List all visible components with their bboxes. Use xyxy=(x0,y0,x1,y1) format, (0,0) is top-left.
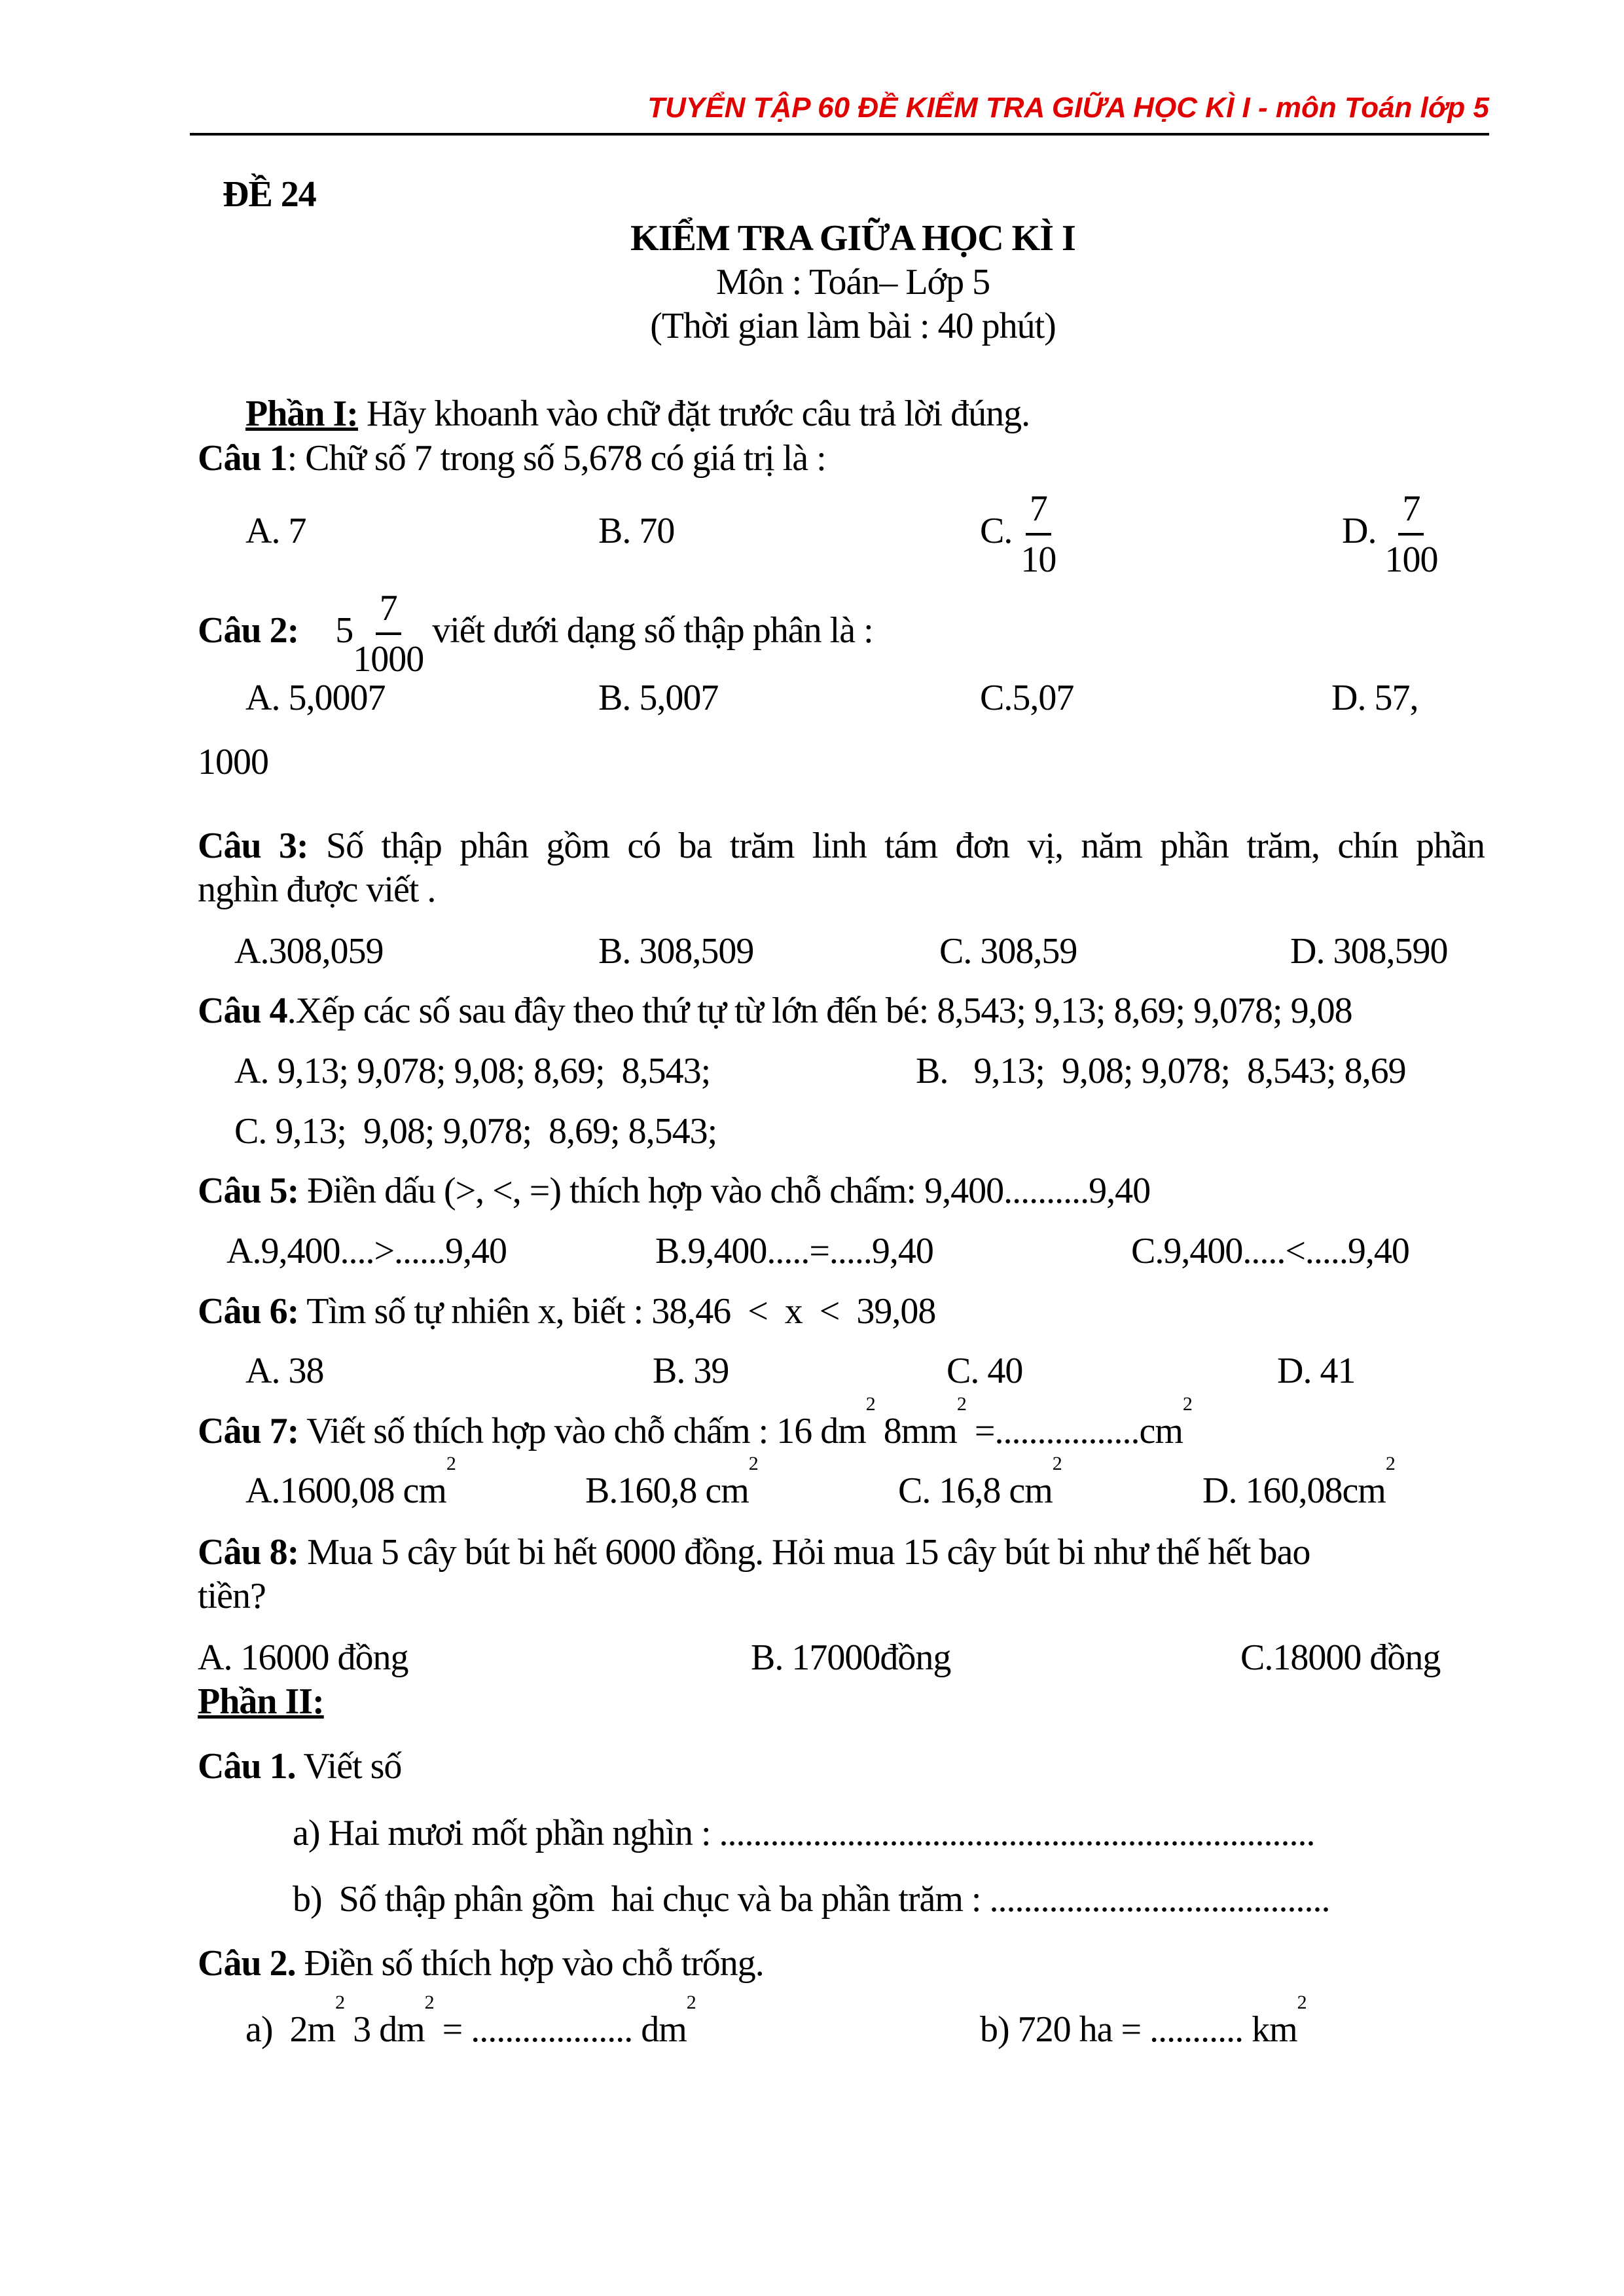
p2q1-label: Câu 1. xyxy=(198,1746,296,1787)
exam-title: KIỂM TRA GIỮA HỌC KÌ I xyxy=(630,218,1075,259)
q3-option-b[interactable]: B. 308,509 xyxy=(598,931,754,972)
q4-option-c[interactable]: C. 9,13; 9,08; 9,078; 8,69; 8,543; xyxy=(234,1111,717,1152)
q7-label: Câu 7: xyxy=(198,1411,299,1451)
superscript: 2 xyxy=(1182,1393,1192,1415)
p2q2-text: Điền số thích hợp vào chỗ trống. xyxy=(295,1943,764,1984)
q1-option-d[interactable] xyxy=(1342,483,1437,584)
p2q2-item-a[interactable] xyxy=(245,1992,696,2052)
q1-c-prefix: C. xyxy=(980,511,1013,551)
q2-label: Câu 2: xyxy=(198,610,299,651)
q4-label: Câu 4 xyxy=(198,991,287,1031)
q7-text: 8mm xyxy=(875,1411,957,1451)
part2-label: Phần II: xyxy=(198,1681,324,1722)
mixed-whole: 5 xyxy=(335,610,353,651)
q6-option-d[interactable]: D. 41 xyxy=(1277,1351,1356,1391)
question-5 xyxy=(198,1168,1150,1214)
q1-d-prefix: D. xyxy=(1342,511,1377,551)
question-6 xyxy=(198,1288,935,1334)
superscript: 2 xyxy=(1052,1453,1062,1474)
q1-option-a[interactable]: A. 7 xyxy=(245,511,306,551)
q7-option-b[interactable] xyxy=(585,1453,758,1514)
item-text: = ................... dm xyxy=(433,2009,687,2050)
q2-option-d-continued: 1000 xyxy=(198,742,268,782)
part1-instruction: Hãy khoanh vào chữ đặt trước câu trả lời đúng. xyxy=(357,393,1030,434)
superscript: 2 xyxy=(686,1992,696,2013)
q8-option-a[interactable]: A. 16000 đồng xyxy=(198,1637,408,1678)
part1-heading xyxy=(245,391,1030,437)
q3-text: Số thập phân gồm có ba trăm linh tám đơn vị, năm phần trăm, chín phần xyxy=(308,826,1485,866)
question-7 xyxy=(198,1393,1192,1454)
denominator: 1000 xyxy=(353,639,424,680)
numerator: 7 xyxy=(376,584,401,635)
q6-option-a[interactable]: A. 38 xyxy=(245,1351,324,1391)
fraction xyxy=(1384,484,1437,584)
superscript: 2 xyxy=(1385,1453,1395,1474)
superscript: 2 xyxy=(1297,1992,1307,2013)
header-rule xyxy=(190,133,1489,136)
fraction xyxy=(1020,484,1056,584)
q1-label: Câu 1 xyxy=(198,438,287,479)
question-2 xyxy=(198,583,873,683)
q7-text: =.................cm xyxy=(965,1411,1183,1451)
q5-text: Điền dấu (>, <, =) thích hợp vào chỗ chấm: 9,400..........9,40 xyxy=(298,1171,1151,1211)
q1-option-c[interactable] xyxy=(980,483,1056,584)
q2-text: viết dưới dạng số thập phân là : xyxy=(424,610,873,651)
exam-subject: Môn : Toán– Lớp 5 xyxy=(715,262,990,302)
q2-option-a[interactable]: A. 5,0007 xyxy=(245,678,386,718)
q6-text: Tìm số tự nhiên x, biết : 38,46 < x < 39,08 xyxy=(298,1291,936,1332)
superscript: 2 xyxy=(335,1992,345,2013)
numerator: 7 xyxy=(1026,484,1051,536)
q2-option-c[interactable]: C.5,07 xyxy=(980,678,1074,718)
item-text: a) 2m xyxy=(245,2009,336,2050)
p2q1-text: Viết số xyxy=(295,1746,402,1787)
running-header: TUYỂN TẬP 60 ĐỀ KIỂM TRA GIỮA HỌC KÌ I - môn Toán lớp 5 xyxy=(647,92,1489,124)
q3-text-continued: nghìn được viết . xyxy=(198,869,436,910)
part2-question-1 xyxy=(198,1743,401,1789)
q7-option-a[interactable] xyxy=(245,1453,456,1514)
q6-option-c[interactable]: C. 40 xyxy=(947,1351,1023,1391)
q2-option-d[interactable]: D. 57, xyxy=(1331,678,1418,718)
p2q2-label: Câu 2. xyxy=(198,1943,296,1984)
fraction xyxy=(353,584,424,683)
denominator: 100 xyxy=(1384,539,1438,581)
numerator: 7 xyxy=(1398,484,1424,536)
part2-question-2 xyxy=(198,1941,764,1986)
q5-option-b[interactable]: B.9,400.....=.....9,40 xyxy=(655,1231,933,1271)
option-text: A.1600,08 cm xyxy=(245,1470,446,1511)
superscript: 2 xyxy=(956,1393,966,1415)
superscript: 2 xyxy=(424,1992,434,2013)
q1-text: : Chữ số 7 trong số 5,678 có giá trị là : xyxy=(287,438,826,479)
option-text: C. 16,8 cm xyxy=(898,1470,1053,1511)
q3-option-c[interactable]: C. 308,59 xyxy=(939,931,1077,972)
p2q2-item-b[interactable] xyxy=(980,1992,1307,2052)
superscript: 2 xyxy=(865,1393,875,1415)
question-3 xyxy=(198,823,1485,869)
q8-label: Câu 8: xyxy=(198,1532,299,1573)
q7-text: Viết số thích hợp vào chỗ chấm : 16 dm xyxy=(298,1411,866,1451)
superscript: 2 xyxy=(446,1453,456,1474)
q8-option-c[interactable]: C.18000 đồng xyxy=(1240,1637,1441,1678)
q4-option-a[interactable]: A. 9,13; 9,078; 9,08; 8,69; 8,543; xyxy=(234,1051,711,1091)
q8-option-b[interactable]: B. 17000đồng xyxy=(751,1637,951,1678)
question-8 xyxy=(198,1529,1310,1575)
option-text: D. 160,08cm xyxy=(1202,1470,1386,1511)
q5-option-c[interactable]: C.9,400.....<.....9,40 xyxy=(1131,1231,1409,1271)
q7-option-d[interactable] xyxy=(1202,1453,1395,1514)
q2-option-b[interactable]: B. 5,007 xyxy=(598,678,719,718)
superscript: 2 xyxy=(748,1453,758,1474)
part1-label: Phần I: xyxy=(245,393,358,434)
q5-option-a[interactable]: A.9,400....>......9,40 xyxy=(226,1231,507,1271)
option-text: B.160,8 cm xyxy=(585,1470,749,1511)
question-4 xyxy=(198,988,1352,1034)
item-text: b) 720 ha = ........... km xyxy=(980,2009,1297,2050)
q4-text: .Xếp các số sau đây theo thứ tự từ lớn đến bé: 8,543; 9,13; 8,69; 9,078; 9,08 xyxy=(287,991,1352,1031)
q3-option-a[interactable]: A.308,059 xyxy=(234,931,384,972)
q5-label: Câu 5: xyxy=(198,1171,299,1211)
q3-option-d[interactable]: D. 308,590 xyxy=(1290,931,1448,972)
q6-option-b[interactable]: B. 39 xyxy=(653,1351,729,1391)
q7-option-c[interactable] xyxy=(898,1453,1062,1514)
q1-option-b[interactable]: B. 70 xyxy=(598,511,675,551)
p2q1-item-b[interactable]: b) Số thập phân gồm hai chục và ba phần trăm : ........................................ xyxy=(293,1879,1330,1920)
denominator: 10 xyxy=(1020,539,1056,581)
q8-text: Mua 5 cây bút bi hết 6000 đồng. Hỏi mua 15 cây bút bi như thế hết bao xyxy=(298,1532,1310,1573)
question-1 xyxy=(198,435,826,481)
q3-label: Câu 3: xyxy=(198,826,308,866)
exam-number: ĐỀ 24 xyxy=(223,174,316,215)
q8-text-continued: tiền? xyxy=(198,1576,266,1616)
p2q1-item-a[interactable]: a) Hai mươi mốt phần nghìn : ...................................................................... xyxy=(293,1813,1315,1853)
exam-duration: (Thời gian làm bài : 40 phút) xyxy=(650,306,1056,346)
q6-label: Câu 6: xyxy=(198,1291,299,1332)
item-text: 3 dm xyxy=(344,2009,425,2050)
q4-option-b[interactable]: B. 9,13; 9,08; 9,078; 8,543; 8,69 xyxy=(916,1051,1406,1091)
